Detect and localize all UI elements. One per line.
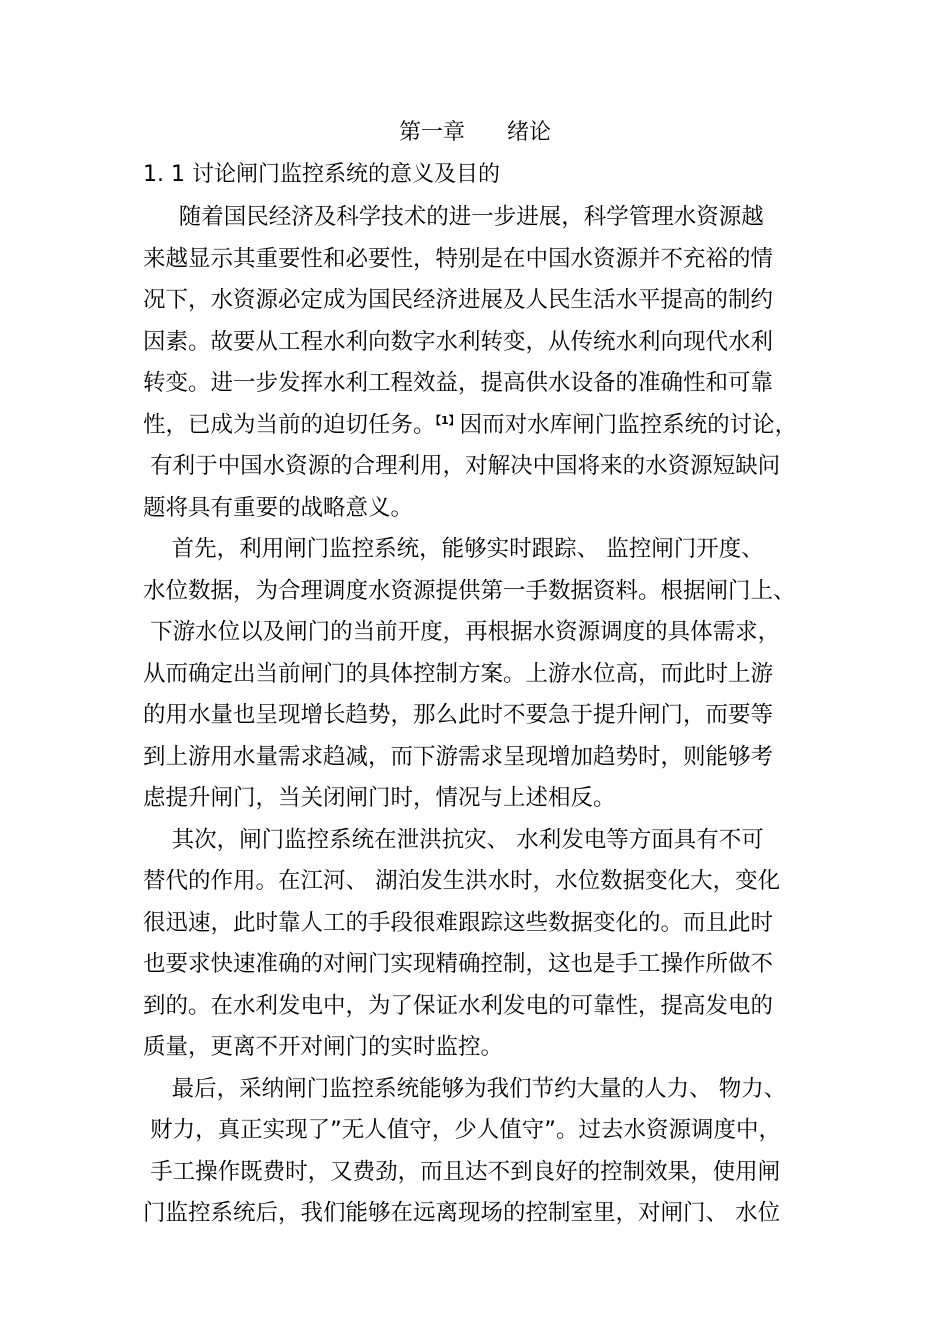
paragraph-line: 因素。故要从工程水利向数字水利转变，从传统水利向现代水利 [143, 328, 774, 355]
paragraph-line: 有利于中国水资源的合理利用，对解决中国将来的水资源短缺问 [143, 453, 781, 479]
paragraph-line: 门监控系统后，我们能够在远离现场的控制室里，对闸门、 水位 [143, 1200, 781, 1226]
paragraph-line: 到上游用水量需求趋减，而下游需求呈现增加趋势时，则能够考 [143, 743, 774, 770]
paragraph-line: 的用水量也呈现增长趋势，那么此时不要急于提升闸门，而要等 [143, 702, 774, 728]
body-text [143, 197, 823, 1235]
paragraph-line: 到的。在水利发电中，为了保证水利发电的可靠性，提高发电的 [143, 992, 774, 1019]
paragraph-line: 手工操作既费时，又费劲，而且达不到良好的控制效果，使用闸 [143, 1158, 781, 1185]
section-heading: 1. 1 讨论闸门监控系统的意义及目的 [143, 162, 500, 187]
paragraph-line: 其次，闸门监控系统在泄洪抗灾、 水利发电等方面具有不可 [143, 826, 764, 853]
paragraph-line: 也要求快速准确的对闸门实现精确控制，这也是手工操作所做不 [143, 951, 774, 977]
paragraph-line-with-citation [143, 405, 823, 447]
paragraph-line: 下游水位以及闸门的当前开度，再根据水资源调度的具体需求， [143, 619, 781, 645]
paragraph-line: 从而确定出当前闸门的具体控制方案。上游水位高，而此时上游 [143, 660, 774, 687]
paragraph-line: 首先，利用闸门监控系统，能够实时跟踪、 监控闸门开度、 [143, 536, 764, 562]
line-text: 性，已成为当前的迫切任务。 [143, 411, 436, 438]
paragraph-line: 质量，更离不开对闸门的实时监控。 [143, 1034, 504, 1060]
paragraph-line: 替代的作用。在江河、 湖泊发生洪水时，水位数据变化大，变化 [143, 868, 781, 894]
chapter-title: 第一章 绪论 [399, 120, 551, 145]
citation-mark: 【1】 [435, 413, 460, 427]
paragraph-line: 最后，采纳闸门监控系统能够为我们节约大量的人力、 物力、 [143, 1075, 787, 1102]
paragraph-line: 水位数据，为合理调度水资源提供第一手数据资料。根据闸门上、 [143, 577, 796, 604]
paragraph-line: 题将具有重要的战略意义。 [143, 494, 414, 521]
paragraph-line: 很迅速，此时靠人工的手段很难跟踪这些数据变化的。而且此时 [143, 909, 774, 936]
paragraph-line: 来越显示其重要性和必要性，特别是在中国水资源并不充裕的情 [143, 245, 774, 272]
paragraph-line: 财力，真正实现了”无人值守，少人值守”。过去水资源调度中， [143, 1117, 781, 1143]
paragraph-line: 转变。进一步发挥水利工程效益，提高供水设备的准确性和可靠 [143, 370, 774, 396]
paragraph-line: 况下，水资源必定成为国民经济进展及人民生活水平提高的制约 [143, 287, 774, 313]
paragraph-line: 虑提升闸门，当关闭闸门时，情况与上述相反。 [143, 785, 616, 811]
paragraph-line: 随着国民经济及科学技术的进一步进展，科学管理水资源越 [143, 204, 764, 230]
line-text: 因而对水库闸门监控系统的讨论， [459, 411, 798, 438]
